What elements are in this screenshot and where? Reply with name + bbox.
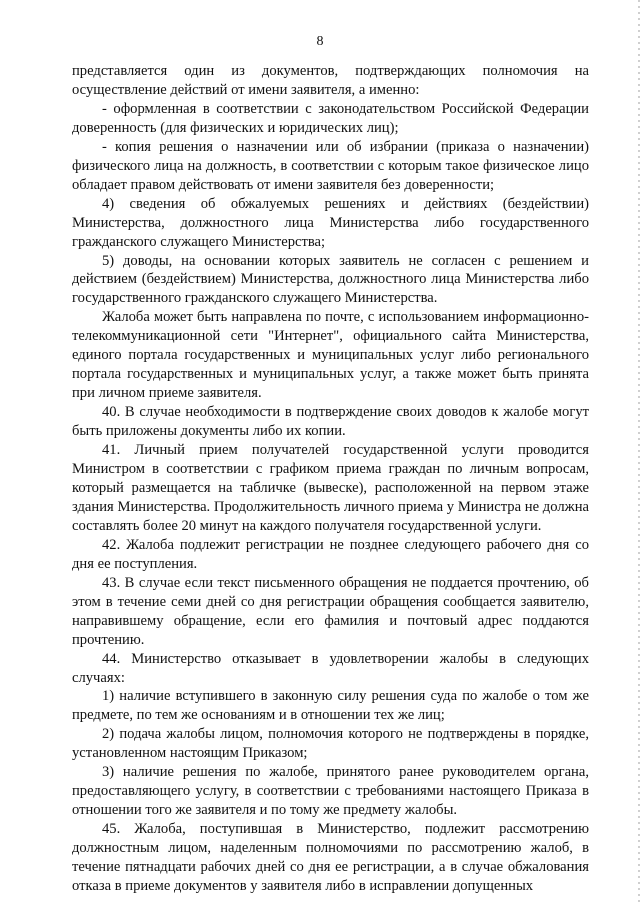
paragraph: 44. Министерство отказывает в удовлетворении жалобы в следующих случаях: [72,650,589,686]
paragraph: 3) наличие решения по жалобе, принятого ранее руководителем органа, предоставляющего услугу, в соответствии с требованиями настоящего Приказа в отношении того же заявителя и по тому же предмету жалобы. [72,764,589,819]
paragraph: 45. Жалоба, поступившая в Министерство, подлежит рассмотрению должностным лицом, наделенным полномочиями по рассмотрению жалоб, в течение пятнадцати рабочих дней со дня ее регистрации, а в случае обжалования отказа в приеме документов у заявителя либо в исправлении допущенных [72,821,589,894]
paragraph: 2) подача жалобы лицом, полномочия которого не подтверждены в порядке, установленном настоящим Приказом; [72,726,589,762]
page-number: 8 [316,34,324,49]
paragraph: представляется один из документов, подтверждающих полномочия на осуществление действий от имени заявителя, а именно: [72,63,589,98]
paragraph: - оформленная в соответствии с законодательством Российской Федерации доверенность (для физических и юридических лиц); [72,100,589,136]
paragraph: 41. Личный прием получателей государственной услуги проводится Министром в соответствии с графиком приема граждан по личным вопросам, который размещается на табличке (вывеске), расположенной на первом этаже здания Министерства. Продолжительность личного приема у Министра не должна составлять более 20 минут на каждого получателя государственной услуги. [72,442,589,534]
paragraph: 42. Жалоба подлежит регистрации не позднее следующего рабочего дня со дня ее поступления. [72,536,589,572]
paragraph: 43. В случае если текст письменного обращения не поддается прочтению, об этом в течение семи дней со дня регистрации обращения сообщается заявителю, направившему обращение, если его фамилия и почтовый адрес поддаются прочтению. [72,574,589,648]
paragraph: - копия решения о назначении или об избрании (приказа о назначении) физического лица на должность, в соответствии с которым такое физическое лицо обладает правом действовать от имени заявителя без доверенности; [72,138,589,193]
paragraph: 4) сведения об обжалуемых решениях и действиях (бездействии) Министерства, должностного лица Министерства либо государственного гражданского служащего Министерства; [72,195,589,250]
paragraph: Жалоба может быть направлена по почте, с использованием информационно-телекоммуникационной сети "Интернет", официального сайта Министерства, единого портала государственных и муниципальных услуг либо регионального портала государственных и муниципальных услуг, а также может быть принята при личном приеме заявителя. [72,309,589,402]
document-body [72,62,589,896]
paragraph: 1) наличие вступившего в законную силу решения суда по жалобе о том же предмете, по тем же основаниям и в отношении тех же лиц; [72,688,589,724]
paragraph: 5) доводы, на основании которых заявитель не согласен с решением и действием (бездействием) Министерства, должностного лица Министерства либо государственного гражданского служащего Министерства. [72,252,589,307]
paragraph: 40. В случае необходимости в подтверждение своих доводов к жалобе могут быть приложены документы либо их копии. [72,404,589,440]
